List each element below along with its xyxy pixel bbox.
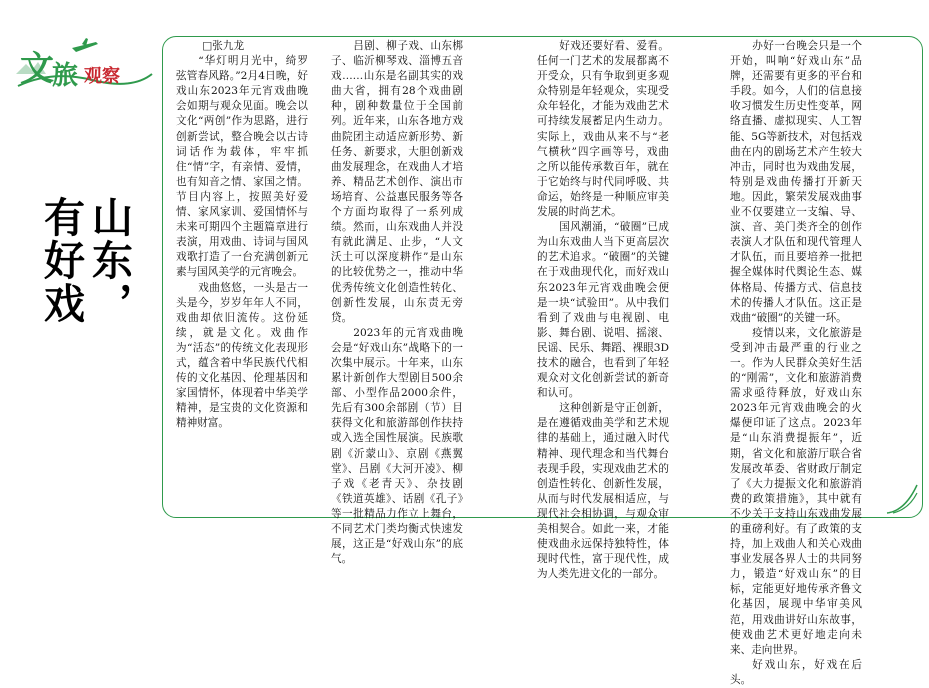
article-column-2 (331, 39, 463, 567)
column-logo-art (12, 34, 154, 94)
paragraph: “华灯明月光中，绮罗弦管春风路。”2月4日晚，好戏山东2023年元宵戏曲晚会如期与观众见面。晚会以文化“两创”作为思路，进行创新尝试，整合晚会以古诗词话作为载体，牢牢抓住“情”字，有亲情、爱情，也有知音之情、家国之情。节目内容上，按照美好爱情、家风家训、爱国情怀与未来可期四个主题篇章进行表演，用戏曲、诗词与国风戏歌打造了一台充满创新元素与国风美学的元宵晚会。 (176, 55, 308, 279)
headline-line-2: 有好戏 (37, 196, 85, 325)
article-column-3 (537, 39, 669, 582)
byline: □张九龙 (202, 40, 245, 52)
column-logo (12, 34, 154, 94)
paragraph: 这种创新是守正创新，是在遵循戏曲美学和艺术规律的基础上，通过融入时代精神、现代理念和当代舞台表现手段，实现戏曲艺术的创造性转化、创新性发展，从而与时代发展相适应，与现代社会相协调，与观众审美相契合。如此一来，才能使戏曲永远保持独特性，体现时代性，富于现代性，成为人类先进文化的一部分。 (537, 402, 669, 581)
article-column-4 (730, 39, 862, 688)
paragraph: 办好一台晚会只是一个开始，叫响“好戏山东”品牌，还需要有更多的平台和手段。如今，人们的信息接收习惯发生历史性变革，网络直播、虚拟现实、人工智能、5G等新技术，对包括戏曲在内的剧场艺术产生较大冲击，同时也为戏曲发展，特别是戏曲传播打开新天地。因此，繁荣发展戏曲事业不仅要建立一支编、导、演、音、美门类齐全的创作表演人才队伍和现代管理人才队伍，而且要培养一批把握全媒体时代舆论生态、媒体格局、传播方式、信息技术的传播人才队伍。这正是戏曲“破圈”的关键一环。 (730, 40, 862, 324)
paragraph: 国风潮涌，“破圈”已成为山东戏曲人当下更高层次的艺术追求。“破圈”的关键在于戏曲现代化，而好戏山东2023年元宵戏曲晚会便是一块“试验田”。从中我们看到了戏曲与电视剧、电影、舞台剧、说唱、摇滚、民谣、民乐、舞蹈、裸眼3D技术的融合，也看到了年轻观众对文化创新尝试的新奇和认可。 (537, 221, 669, 400)
paragraph: 戏曲悠悠，一头是古一头是今，岁岁年年人不同，戏曲却依旧流传。这份延续，就是文化。戏曲作为“活态”的传统文化表现形式，蕴含着中华民族代代相传的文化基因、伦理基因和家国情怀，体现着中华美学精神，是宝贵的文化资源和精神财富。 (176, 281, 308, 430)
svg-text:文: 文 (20, 49, 54, 89)
corner-decoration (885, 481, 919, 515)
headline-line-1: 山东， (85, 196, 133, 325)
headline (37, 196, 133, 456)
svg-text:观察: 观察 (84, 66, 120, 87)
paragraph: 好戏还要好看、爱看。任何一门艺术的发展都离不开受众，只有争取到更多观众特别是年轻观众，实现受众年轻化，才能为戏曲艺术可持续发展蓄足内生动力。实际上，戏曲从来不与“老气横秋”四字画等号，戏曲之所以能传承数百年，就在于它始终与时代同呼吸、共命运，始终是一种顺应审美发展的时尚艺术。 (537, 40, 669, 219)
paragraph: 疫情以来，文化旅游是受到冲击最严重的行业之一。作为人民群众美好生活的“刚需”，文化和旅游消费需求亟待释放，好戏山东2023年元宵戏曲晚会的火爆便印证了这点。2023年是“山东消费提振年”，近期，省文化和旅游厅联合省发展改革委、省财政厅制定了《大力提振文化和旅游消费的政策措施》，其中就有不少关于支持山东戏曲发展的重磅利好。有了政策的支持，加上戏曲人和关心戏曲事业发展各界人士的共同努力，锻造“好戏山东”的目标，定能更好地传承齐鲁文化基因，展现中华审美风范，用戏曲讲好山东故事，使戏曲艺术更好地走向未来、走向世界。 (730, 326, 862, 656)
paragraph: 吕剧、柳子戏、山东梆子、临沂柳琴戏、淄博五音戏……山东是名副其实的戏曲大省，拥有28个戏曲剧种，剧种数量位于全国前列。近年来，山东各地方戏曲院团主动适应新形势、新任务、新要求，大胆创新戏曲发展理念，在戏曲人才培养、精品艺术创作、演出市场培育、公益惠民服务等各个方面均取得了一系列成绩。然而，山东戏曲人并没有就此满足、止步，“人文沃土可以深度耕作”是山东的比较优势之一，推动中华优秀传统文化创造性转化、创新性发展，山东责无旁贷。 (331, 40, 463, 324)
left-panel (0, 0, 160, 523)
paragraph: 好戏山东，好戏在后头。 (730, 658, 862, 686)
svg-text:旅: 旅 (52, 61, 79, 91)
article-body (162, 36, 923, 686)
paragraph: 2023年的元宵戏曲晚会是“好戏山东”战略下的一次集中展示。十年来，山东累计新创作大型剧目500余部、小型作品2000余件，先后有300余部剧（节）目获得文化和旅游部创作扶持或入选全国性展演。民族歌剧《沂蒙山》、京剧《燕翼堂》、吕剧《大河开凌》、柳子戏《老青天》、杂技剧《铁道英雄》、话剧《孔子》等一批精品力作立上舞台，不同艺术门类均衡式快速发展，这正是“好戏山东”的底气。 (331, 326, 463, 566)
article-column-1 (176, 39, 308, 431)
